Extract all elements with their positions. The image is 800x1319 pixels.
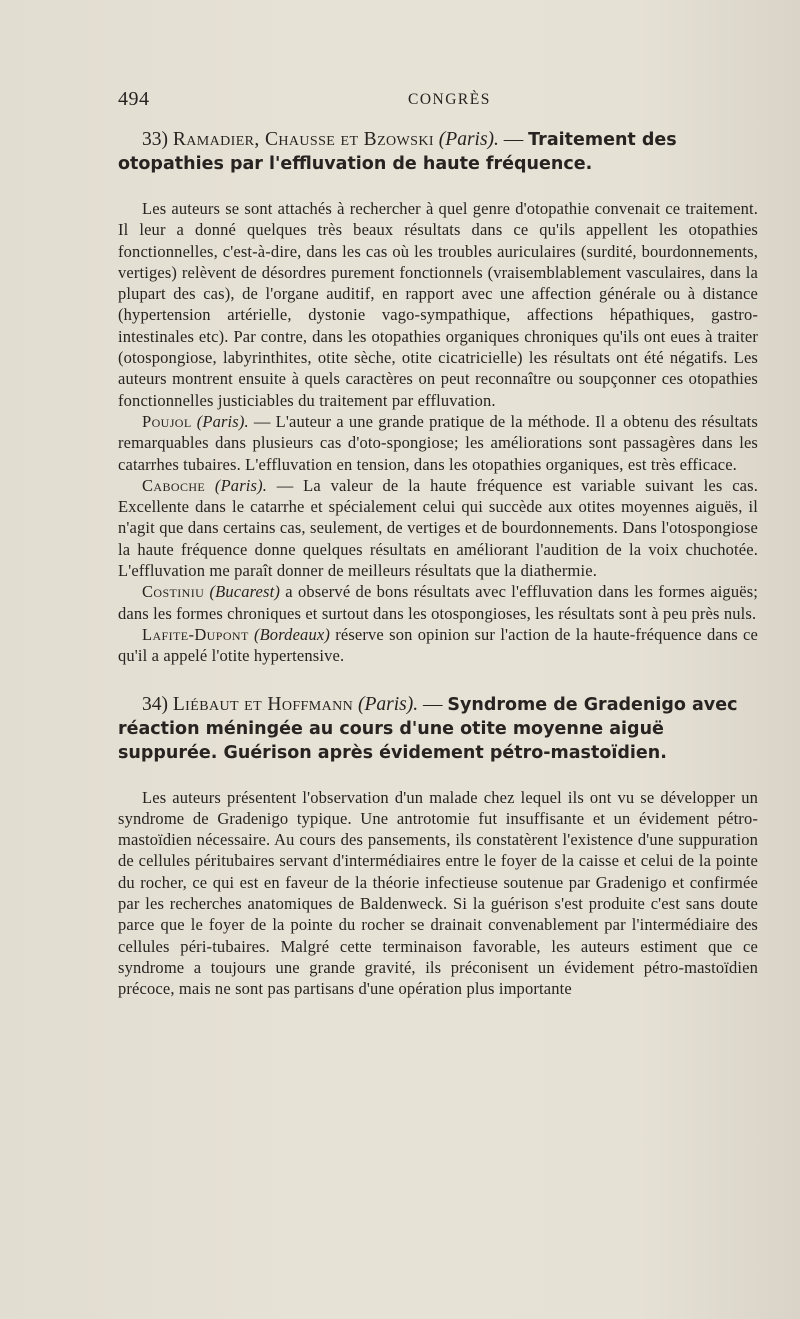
- section-place: (Paris).: [438, 129, 499, 150]
- section-authors: Ramadier, Chausse et Bzowski: [172, 129, 434, 150]
- discussant-city: (Bordeaux): [253, 624, 330, 644]
- page-number: 494: [118, 88, 150, 110]
- section-34-body: Les auteurs présentent l'observation d'un malade chez lequel ils ont vu se développer un syndrome de Gradenigo typique. Une antrotomie fut insuffisante et un évidement pétro-mastoïdien nécessaire. Au cours des pansements, ils constatèrent l'existence d'une suppuration de cellules péritubaires servant d'intermédiaires entre le foyer de la caisse et celui de la pointe du rocher, ce qui est en faveur de la théorie infectieuse soutenue par Gradenigo et confirmée par les recherches anatomiques de Baldenweck. Si la guérison s'est produite c'est sans doute parce que le foyer de la pointe du rocher se drainait convenablement par l'intermédiaire des cellules péri-tubaires. Malgré cette terminaison favorable, les auteurs estiment que ce syndrome a toujours une grande gravité, ils préconisent un évidement pétro-mastoïdien précoce, mais ne sont pas partisans d'une opération plus importante: [118, 787, 758, 999]
- page-header: [118, 88, 740, 118]
- page-content: [118, 128, 758, 1000]
- title-dash: —: [498, 129, 529, 150]
- discussant-city: (Paris).: [196, 411, 249, 431]
- section-place: (Paris).: [357, 693, 419, 715]
- running-head: CONGRÈS: [408, 91, 491, 108]
- section-34-title: [118, 693, 758, 765]
- discussion-text: réserve son opinion sur l'action de la haute-fréquence dans ce qu'il a appelé l'otite hypertensive.: [118, 624, 758, 666]
- discussant-name: Caboche: [142, 475, 206, 495]
- section-heading: Syndrome de Gradenigo avec réaction méningée au cours d'une otite moyenne aiguë suppurée. Guérison après évidement pétro-mastoïdien.: [118, 694, 738, 763]
- discussion-text: a observé de bons résultats avec l'effluvation dans les formes aiguës; dans les formes chroniques et surtout dans les otospongioses, les résultats sont à peu près nuls.: [118, 582, 759, 623]
- discussant-city: (Paris).: [214, 475, 267, 495]
- discussion-paragraph: [118, 581, 758, 624]
- discussant-name: Poujol: [142, 411, 192, 431]
- section-number: 34): [142, 693, 168, 715]
- section-33-title: [118, 128, 758, 176]
- discussion-paragraph: [118, 624, 758, 667]
- discussant-city: (Bucarest): [209, 582, 280, 602]
- discussion-text: — La valeur de la haute fréquence est variable suivant les cas. Excellente dans le catarrhe et spécialement celui qui succède aux otites moyennes aiguës, il n'agit que dans certains cas, seulement, de vertiges et de bourdonnements. Dans l'otospongiose la haute fréquence donne quelques résultats en améliorant l'audition de la voix chuchotée. L'effluvation me paraît donner de meilleurs résultats que la diathermie.: [118, 475, 758, 581]
- section-number: 33): [142, 129, 168, 150]
- discussion-paragraph: [118, 475, 758, 581]
- discussant-name: Lafite-Dupont: [142, 624, 249, 644]
- discussion-paragraph: [118, 411, 758, 475]
- section-authors: Liébaut et Hoffmann: [172, 693, 354, 715]
- discussion-text: — L'auteur a une grande pratique de la méthode. Il a obtenu des résultats remarquables dans plusieurs cas d'oto-spongiose; les améliorations sont passagères dans les catarrhes tubaires. L'effluvation en tension, dans les otopathies organiques, est très efficace.: [118, 411, 758, 474]
- section-heading: Traitement des otopathies par l'effluvation de haute fréquence.: [118, 130, 677, 174]
- discussant-name: Costiniu: [142, 582, 205, 602]
- section-33-intro: Les auteurs se sont attachés à rechercher à quel genre d'otopathie convenait ce traitement. Il leur a donné quelques très beaux résultats dans ce qu'ils appellent les otopathies fonctionnelles, c'est-à-dire, dans les cas où les troubles auriculaires (surdité, bourdonnements, vertiges) relèvent de désordres purement fonctionnels (vraisemblablement vasculaires, dans la plupart des cas), de l'organe auditif, en rapport avec une affection générale ou à distance (hypertension artérielle, dystonie vago-sympathique, affections hépathiques, gastro-intestinales etc). Par contre, dans les otopathies organiques chroniques qu'ils ont eues à traiter (otospongiose, labyrinthites, otite sèche, otite cicatricielle) les résultats ont été négatifs. Les auteurs montrent ensuite à quels caractères on peut reconnaître ou soupçonner ces otopathies fonctionnelles justiciables du traitement par effluvation.: [118, 199, 758, 410]
- title-dash: —: [418, 693, 448, 715]
